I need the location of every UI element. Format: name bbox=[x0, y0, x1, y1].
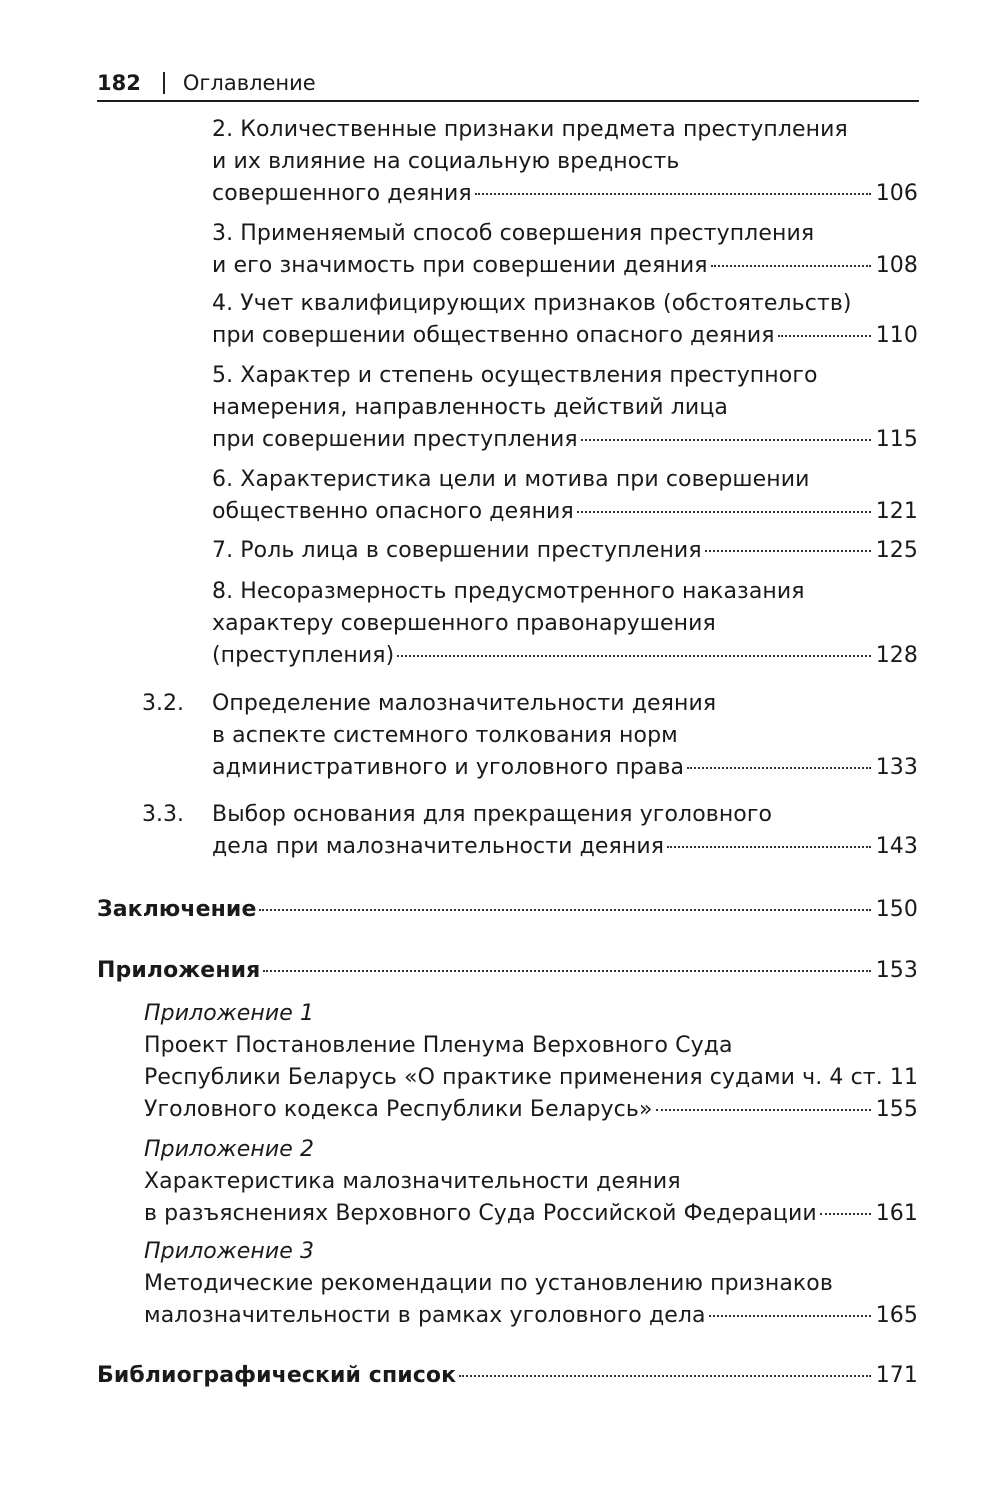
toc-entry[interactable] bbox=[97, 894, 918, 926]
entry-last-line bbox=[144, 1300, 918, 1332]
header-separator bbox=[163, 72, 165, 94]
entry-last-line bbox=[212, 831, 918, 863]
toc-entry[interactable] bbox=[144, 1134, 918, 1230]
dot-leader bbox=[259, 909, 870, 911]
header-title: Оглавление bbox=[182, 71, 316, 95]
toc-entry[interactable] bbox=[212, 360, 918, 456]
entry-line: 7. Роль лица в совершении преступления bbox=[212, 538, 702, 563]
entry-page-number: 110 bbox=[875, 323, 918, 348]
dot-leader bbox=[709, 1315, 871, 1317]
toc-entry[interactable] bbox=[212, 288, 918, 352]
entry-line: дела при малозначительности деяния bbox=[212, 834, 665, 859]
entry-last-line bbox=[144, 1198, 918, 1230]
entry-last-line bbox=[212, 640, 918, 672]
entry-line: Определение малозначительности деяния bbox=[212, 691, 717, 716]
entry-last-line bbox=[97, 894, 918, 926]
entry-page-number: 165 bbox=[875, 1303, 918, 1328]
toc-entry[interactable] bbox=[144, 1236, 918, 1332]
entry-line: характеру совершенного правонарушения bbox=[212, 611, 716, 636]
dot-leader bbox=[577, 511, 871, 513]
entry-last-line bbox=[144, 1094, 918, 1126]
entry-line: Библиографический список bbox=[97, 1363, 457, 1388]
entry-line: в разъяснениях Верховного Суда Российской Федерации bbox=[144, 1201, 817, 1226]
entry-line: 3. Применяемый способ совершения преступления bbox=[212, 221, 815, 246]
appendix-label: Приложение 2 bbox=[144, 1137, 315, 1162]
toc-entry[interactable] bbox=[212, 464, 918, 528]
entry-page-number: 155 bbox=[875, 1097, 918, 1122]
toc-entry[interactable] bbox=[212, 218, 918, 282]
dot-leader bbox=[820, 1213, 871, 1215]
toc-entry[interactable] bbox=[212, 799, 918, 863]
toc-entry[interactable] bbox=[97, 1360, 918, 1392]
toc-entry[interactable] bbox=[212, 535, 918, 567]
entry-page-number: 171 bbox=[875, 1363, 918, 1388]
entry-line: намерения, направленность действий лица bbox=[212, 395, 728, 420]
entry-last-line bbox=[97, 1360, 918, 1392]
entry-page-number: 161 bbox=[875, 1201, 918, 1226]
entry-line: общественно опасного деяния bbox=[212, 499, 574, 524]
entry-line: Проект Постановление Пленума Верховного Суда bbox=[144, 1033, 733, 1058]
entry-line: Методические рекомендации по установлению признаков bbox=[144, 1271, 833, 1296]
appendix-label: Приложение 3 bbox=[144, 1239, 315, 1264]
dot-leader bbox=[687, 767, 871, 769]
entry-line: при совершении общественно опасного деяния bbox=[212, 323, 775, 348]
section-number: 3.3. bbox=[142, 802, 184, 827]
entry-line: 2. Количественные признаки предмета преступления bbox=[212, 117, 848, 142]
entry-line: 6. Характеристика цели и мотива при совершении bbox=[212, 467, 810, 492]
entry-line: Уголовного кодекса Республики Беларусь» bbox=[144, 1097, 653, 1122]
entry-line: и их влияние на социальную вредность bbox=[212, 149, 680, 174]
entry-line: малозначительности в рамках уголовного дела bbox=[144, 1303, 706, 1328]
dot-leader bbox=[397, 655, 870, 657]
dot-leader bbox=[778, 335, 871, 337]
entry-line: Приложения bbox=[97, 958, 261, 983]
entry-line: Выбор основания для прекращения уголовного bbox=[212, 802, 773, 827]
entry-page-number: 150 bbox=[875, 897, 918, 922]
entry-page-number: 106 bbox=[875, 181, 918, 206]
entry-page-number: 128 bbox=[875, 643, 918, 668]
running-header bbox=[97, 66, 919, 102]
dot-leader bbox=[705, 550, 871, 552]
entry-last-line bbox=[212, 496, 918, 528]
appendix-label: Приложение 1 bbox=[144, 1001, 315, 1026]
entry-line: административного и уголовного права bbox=[212, 755, 685, 780]
entry-last-line bbox=[212, 752, 918, 784]
toc-entry[interactable] bbox=[212, 576, 918, 672]
entry-line: в аспекте системного толкования норм bbox=[212, 723, 678, 748]
entry-line: и его значимость при совершении деяния bbox=[212, 253, 708, 278]
entry-line: Характеристика малозначительности деяния bbox=[144, 1169, 681, 1194]
dot-leader bbox=[667, 846, 871, 848]
entry-page-number: 115 bbox=[875, 427, 918, 452]
entry-page-number: 153 bbox=[875, 958, 918, 983]
entry-last-line bbox=[212, 424, 918, 456]
entry-line: Заключение bbox=[97, 897, 257, 922]
entry-line: 5. Характер и степень осуществления преступного bbox=[212, 363, 818, 388]
entry-page-number: 125 bbox=[875, 538, 918, 563]
entry-line: 4. Учет квалифицирующих признаков (обстоятельств) bbox=[212, 291, 852, 316]
dot-leader bbox=[475, 193, 871, 195]
entry-last-line bbox=[212, 320, 918, 352]
dot-leader bbox=[656, 1109, 871, 1111]
entry-last-line bbox=[212, 535, 918, 567]
entry-page-number: 133 bbox=[875, 755, 918, 780]
toc-entry[interactable] bbox=[97, 955, 918, 987]
entry-line: совершенного деяния bbox=[212, 181, 472, 206]
dot-leader bbox=[263, 970, 870, 972]
entry-page-number: 121 bbox=[875, 499, 918, 524]
entry-page-number: 108 bbox=[875, 253, 918, 278]
entry-last-line bbox=[97, 955, 918, 987]
toc-entry[interactable] bbox=[144, 998, 918, 1126]
entry-line: Республики Беларусь «О практике применения судами ч. 4 ст. 11 bbox=[144, 1065, 919, 1090]
entry-last-line bbox=[212, 178, 918, 210]
entry-line: 8. Несоразмерность предусмотренного наказания bbox=[212, 579, 805, 604]
dot-leader bbox=[581, 439, 871, 441]
page-number: 182 bbox=[97, 71, 141, 95]
entry-line: (преступления) bbox=[212, 643, 395, 668]
entry-last-line bbox=[212, 250, 918, 282]
entry-line: при совершении преступления bbox=[212, 427, 578, 452]
toc-entry[interactable] bbox=[212, 114, 918, 210]
section-number: 3.2. bbox=[142, 691, 184, 716]
toc-entry[interactable] bbox=[212, 688, 918, 784]
dot-leader bbox=[711, 265, 871, 267]
entry-page-number: 143 bbox=[875, 834, 918, 859]
dot-leader bbox=[459, 1375, 871, 1377]
